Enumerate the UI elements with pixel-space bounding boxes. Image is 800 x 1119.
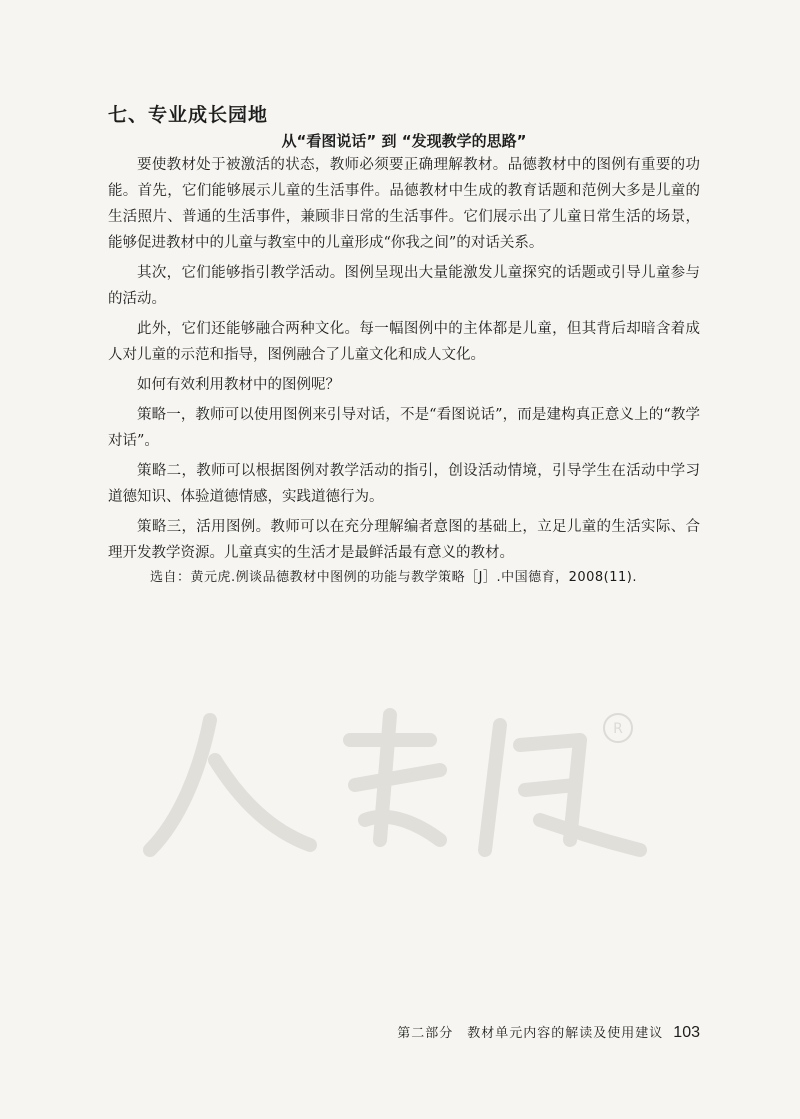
section-heading: 七、专业成长园地 [108,104,269,126]
page-number: 103 [673,1024,700,1041]
article-body [108,152,700,570]
publisher-watermark-logo [140,700,660,870]
article-title: 从“看图说话” 到 “发现教学的思路” [281,132,527,150]
paragraph: 策略三，活用图例。教师可以在充分理解编者意图的基础上，立足儿童的生活实际、合理开发教学资源。儿童真实的生活才是最鲜活最有意义的教材。 [108,519,700,561]
page-footer [397,1022,700,1042]
paragraph: 此外，它们还能够融合两种文化。每一幅图例中的主体都是儿童，但其背后却暗含着成人对儿童的示范和指导，图例融合了儿童文化和成人文化。 [108,321,700,363]
paragraph: 要使教材处于被激活的状态，教师必须要正确理解教材。品德教材中的图例有重要的功能。首先，它们能够展示儿童的生活事件。品德教材中生成的教育话题和范例大多是儿童的生活照片、普通的生活事件，兼顾非日常的生活事件。它们展示出了儿童日常生活的场景，能够促进教材中的儿童与教室中的儿童形成“你我之间”的对话关系。 [108,157,700,251]
citation: 选自：黄元虎.例谈品德教材中图例的功能与教学策略［J］.中国德育，2008(11). [150,570,638,585]
footer-section-label: 第二部分 教材单元内容的解读及使用建议 [397,1026,664,1041]
svg-text:R: R [613,721,623,737]
paragraph: 策略二，教师可以根据图例对教学活动的指引，创设活动情境，引导学生在活动中学习道德知识、体验道德情感，实践道德行为。 [108,463,700,505]
paragraph: 如何有效利用教材中的图例呢？ [137,377,340,393]
paragraph: 其次，它们能够指引教学活动。图例呈现出大量能激发儿童探究的话题或引导儿童参与的活动。 [108,265,700,307]
paragraph: 策略一，教师可以使用图例来引导对话，不是“看图说话”，而是建构真正意义上的“教学对话”。 [108,407,700,449]
